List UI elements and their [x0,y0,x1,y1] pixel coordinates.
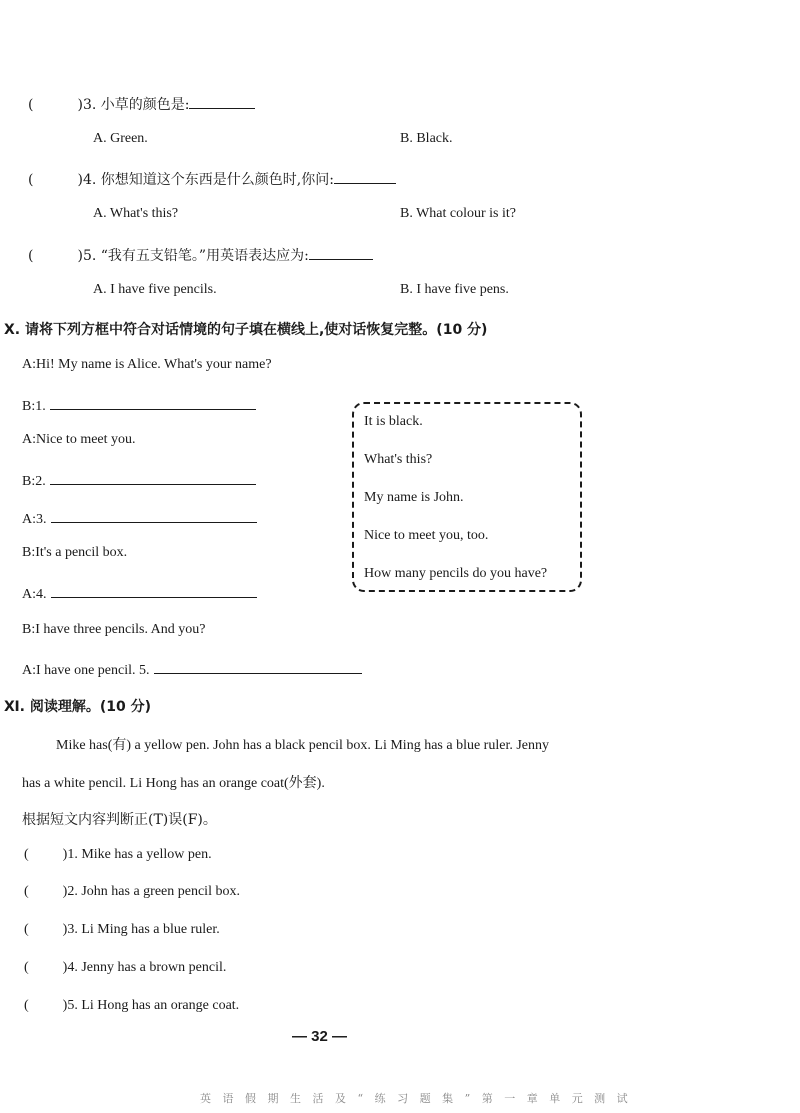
answer-paren-close: ) [62,998,68,1013]
dialogue-text: B:1. [22,399,46,414]
option-a: A. What's this? [93,206,179,221]
dialogue-text: A:I have one pencil. 5. [22,663,150,678]
answer-paren-open: ( [24,998,29,1013]
answer-paren-open: ( [24,884,29,899]
answer-blank [334,169,396,184]
dialogue-line: B:I have three pencils. And you? [22,622,206,637]
page-footer: 英 语 假 期 生 活 及 “ 练 习 题 集 ” 第 一 章 单 元 测 试 [200,1092,632,1105]
option-b: B. Black. [400,131,453,146]
answer-blank [154,659,362,674]
question-number: 5. [82,248,97,264]
section-xi-title: Ⅺ. 阅读理解。(10 分) [4,699,152,715]
option-b: B. What colour is it? [400,206,516,221]
answer-blank [51,508,257,523]
answer-blank [189,94,255,109]
answer-blank [50,470,256,485]
tf-item-text: 1. Mike has a yellow pen. [67,847,212,862]
passage-line: Mike has(有) a yellow pen. John has a black pencil box. Li Ming has a blue ruler. Jenny [56,738,549,753]
question-5 [28,245,373,265]
option-b: B. I have five pens. [400,282,509,297]
dialogue-text: B:2. [22,474,46,489]
tf-item-text: 5. Li Hong has an orange coat. [67,998,240,1013]
dialogue-line [22,395,256,415]
answer-paren-close: ) [62,922,68,937]
box-option: What's this? [364,452,433,467]
answer-paren-close: ) [77,172,83,188]
options-box [352,402,582,592]
question-3 [28,94,255,114]
box-option: It is black. [364,414,423,429]
answer-paren-close: ) [62,960,68,975]
tf-item-text: 4. Jenny has a brown pencil. [67,960,227,975]
dialogue-line [22,508,257,528]
answer-paren-open: ( [28,248,34,264]
dialogue-line [22,583,257,603]
tf-item [24,960,226,976]
tf-item [24,922,220,938]
dialogue-line: B:It's a pencil box. [22,545,128,560]
answer-paren-open: ( [24,922,29,937]
answer-paren-close: ) [62,884,68,899]
question-number: 3. [82,97,97,113]
answer-paren-open: ( [28,172,34,188]
page-number: — 32 — [292,1028,348,1045]
dialogue-line: A:Hi! My name is Alice. What's your name? [22,357,272,372]
dialogue-line [22,659,362,679]
answer-paren-close: ) [62,847,68,862]
answer-paren-close: ) [77,97,83,113]
answer-blank [309,245,373,260]
answer-paren-open: ( [24,960,29,975]
answer-paren-open: ( [28,97,34,113]
instruction: 根据短文内容判断正(T)误(F)。 [22,812,217,828]
tf-item [24,884,240,900]
question-4 [28,169,396,189]
dialogue-text: A:4. [22,587,47,602]
answer-paren-open: ( [24,847,29,862]
box-option: My name is John. [364,490,464,505]
tf-item-text: 2. John has a green pencil box. [67,884,240,899]
box-option: Nice to meet you, too. [364,528,489,543]
tf-item-text: 3. Li Ming has a blue ruler. [67,922,220,937]
dialogue-line: A:Nice to meet you. [22,432,136,447]
answer-blank [51,583,257,598]
box-option: How many pencils do you have? [364,566,548,581]
answer-blank [50,395,256,410]
answer-paren-close: ) [77,248,83,264]
question-prompt: “我有五支铅笔。”用英语表达应为: [100,248,309,264]
question-number: 4. [82,172,97,188]
dialogue-text: A:3. [22,512,47,527]
option-a: A. I have five pencils. [93,282,217,297]
question-prompt: 小草的颜色是: [100,97,190,113]
tf-item [24,847,212,863]
question-prompt: 你想知道这个东西是什么颜色时,你问: [100,172,334,188]
section-x-title: Ⅹ. 请将下列方框中符合对话情境的句子填在横线上,使对话恢复完整。(10 分) [4,322,488,338]
passage-line: has a white pencil. Li Hong has an orange coat(外套). [22,776,325,791]
dialogue-line [22,470,256,490]
tf-item [24,998,239,1014]
option-a: A. Green. [93,131,148,146]
